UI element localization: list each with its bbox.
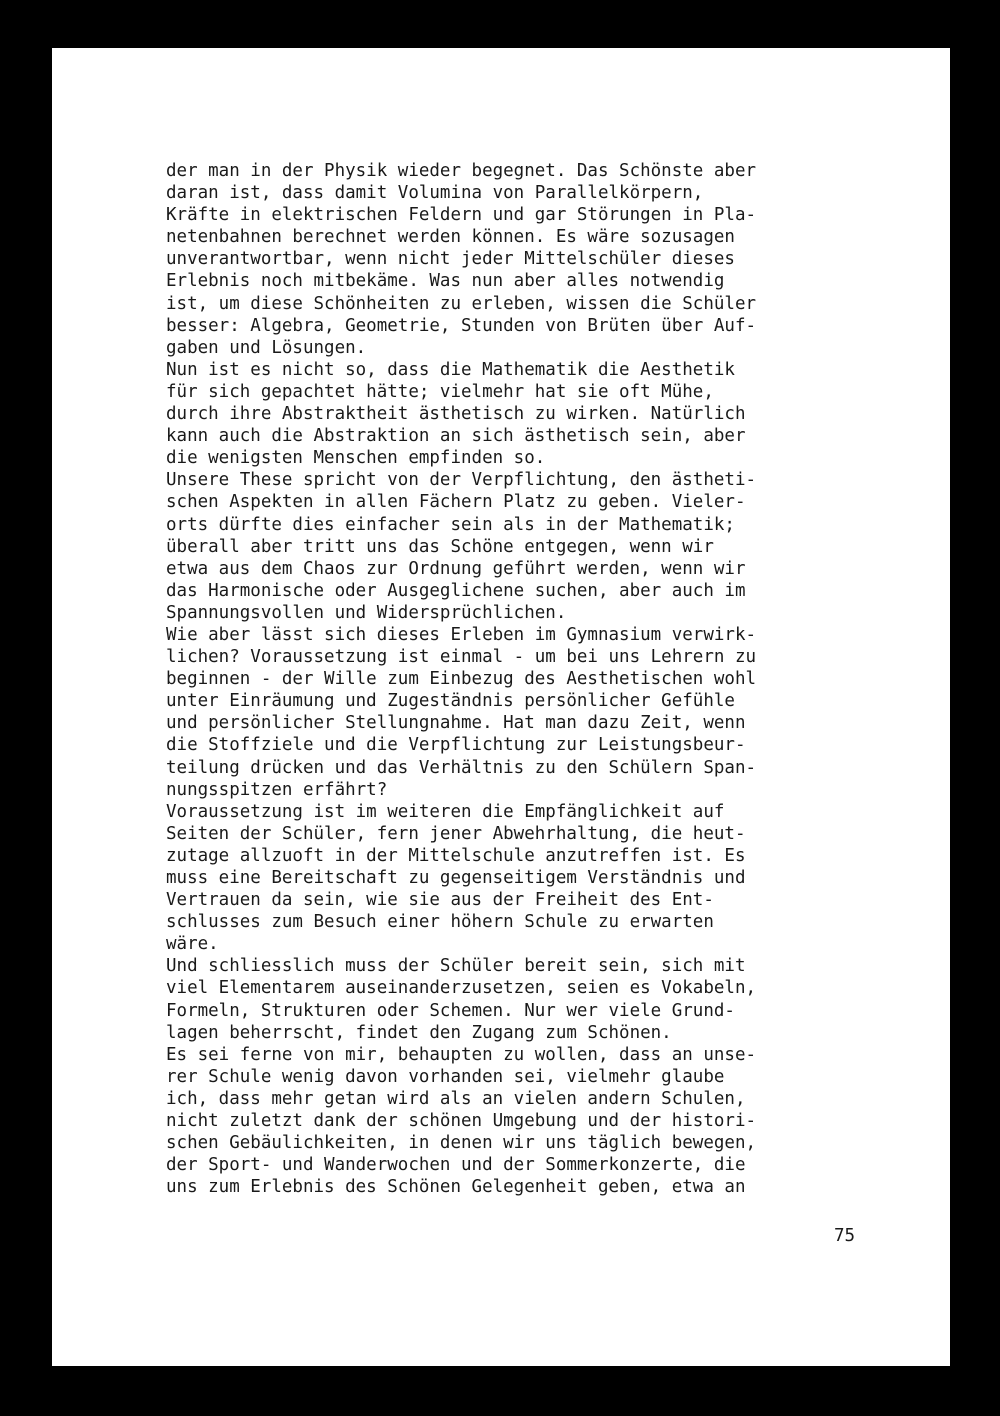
text-line: das Harmonische oder Ausgeglichene suchen, aber auch im xyxy=(166,580,746,601)
text-line: lichen? Voraussetzung ist einmal - um bei uns Lehrern zu xyxy=(166,647,757,668)
body-text xyxy=(166,160,866,1198)
text-line: für sich gepachtet hätte; vielmehr hat sie oft Mühe, xyxy=(166,381,714,402)
text-line: kann auch die Abstraktion an sich ästhetisch sein, aber xyxy=(166,426,746,447)
text-line: zutage allzuoft in der Mittelschule anzutreffen ist. Es xyxy=(166,845,746,866)
page-number: 75 xyxy=(834,1226,856,1246)
text-line: unter Einräumung und Zugeständnis persönlicher Gefühle xyxy=(166,691,735,712)
text-line: nicht zuletzt dank der schönen Umgebung und der histori- xyxy=(166,1111,757,1132)
text-line: daran ist, dass damit Volumina von Parallelkörpern, xyxy=(166,183,704,204)
text-line: netenbahnen berechnet werden können. Es wäre sozusagen xyxy=(166,227,735,248)
text-line: der man in der Physik wieder begegnet. Das Schönste aber xyxy=(166,161,757,181)
text-line: uns zum Erlebnis des Schönen Gelegenheit geben, etwa an xyxy=(166,1177,746,1198)
text-line: Unsere These spricht von der Verpflichtung, den ästheti- xyxy=(166,470,757,491)
text-line: Erlebnis noch mitbekäme. Was nun aber alles notwendig xyxy=(166,271,725,292)
text-line: unverantwortbar, wenn nicht jeder Mittelschüler dieses xyxy=(166,249,735,270)
text-line: Es sei ferne von mir, behaupten zu wollen, dass an unse- xyxy=(166,1044,757,1065)
text-line: Spannungsvollen und Widersprüchlichen. xyxy=(166,602,567,623)
text-line: ist, um diese Schönheiten zu erleben, wissen die Schüler xyxy=(166,293,757,314)
document-page xyxy=(52,48,950,1366)
text-line: Seiten der Schüler, fern jener Abwehrhaltung, die heut- xyxy=(166,823,746,844)
text-line: der Sport- und Wanderwochen und der Sommerkonzerte, die xyxy=(166,1155,746,1176)
text-line: Vertrauen da sein, wie sie aus der Freiheit des Ent- xyxy=(166,890,714,911)
text-line: besser: Algebra, Geometrie, Stunden von Brüten über Auf- xyxy=(166,315,757,336)
text-line: etwa aus dem Chaos zur Ordnung geführt werden, wenn wir xyxy=(166,558,746,579)
text-line: die Stoffziele und die Verpflichtung zur Leistungsbeur- xyxy=(166,735,746,756)
text-line: rer Schule wenig davon vorhanden sei, vielmehr glaube xyxy=(166,1066,725,1087)
text-line: beginnen - der Wille zum Einbezug des Aesthetischen wohl xyxy=(166,669,757,690)
text-line: schen Gebäulichkeiten, in denen wir uns täglich bewegen, xyxy=(166,1133,757,1154)
text-line: Voraussetzung ist im weiteren die Empfänglichkeit auf xyxy=(166,801,725,822)
text-line: viel Elementarem auseinanderzusetzen, seien es Vokabeln, xyxy=(166,978,757,999)
text-line: nungsspitzen erfährt? xyxy=(166,779,388,800)
text-line: Und schliesslich muss der Schüler bereit sein, sich mit xyxy=(166,956,746,977)
text-line: schlusses zum Besuch einer höhern Schule zu erwarten xyxy=(166,912,714,933)
text-line: Nun ist es nicht so, dass die Mathematik die Aesthetik xyxy=(166,359,735,380)
text-line: durch ihre Abstraktheit ästhetisch zu wirken. Natürlich xyxy=(166,404,746,425)
text-line: die wenigsten Menschen empfinden so. xyxy=(166,448,546,469)
text-line: muss eine Bereitschaft zu gegenseitigem Verständnis und xyxy=(166,868,746,888)
text-line: überall aber tritt uns das Schöne entgegen, wenn wir xyxy=(166,536,714,557)
text-line: ich, dass mehr getan wird als an vielen andern Schulen, xyxy=(166,1088,746,1109)
text-line: orts dürfte dies einfacher sein als in der Mathematik; xyxy=(166,514,735,535)
text-line: lagen beherrscht, findet den Zugang zum Schönen. xyxy=(166,1022,672,1043)
text-line: wäre. xyxy=(166,934,219,955)
text-line: Formeln, Strukturen oder Schemen. Nur wer viele Grund- xyxy=(166,1000,735,1021)
text-line: Wie aber lässt sich dieses Erleben im Gymnasium verwirk- xyxy=(166,624,757,645)
text-line: gaben und Lösungen. xyxy=(166,337,367,358)
text-line: Kräfte in elektrischen Feldern und gar Störungen in Pla- xyxy=(166,205,757,226)
text-line: teilung drücken und das Verhältnis zu den Schülern Span- xyxy=(166,757,757,778)
text-line: schen Aspekten in allen Fächern Platz zu geben. Vieler- xyxy=(166,492,746,513)
text-line: und persönlicher Stellungnahme. Hat man dazu Zeit, wenn xyxy=(166,713,746,734)
